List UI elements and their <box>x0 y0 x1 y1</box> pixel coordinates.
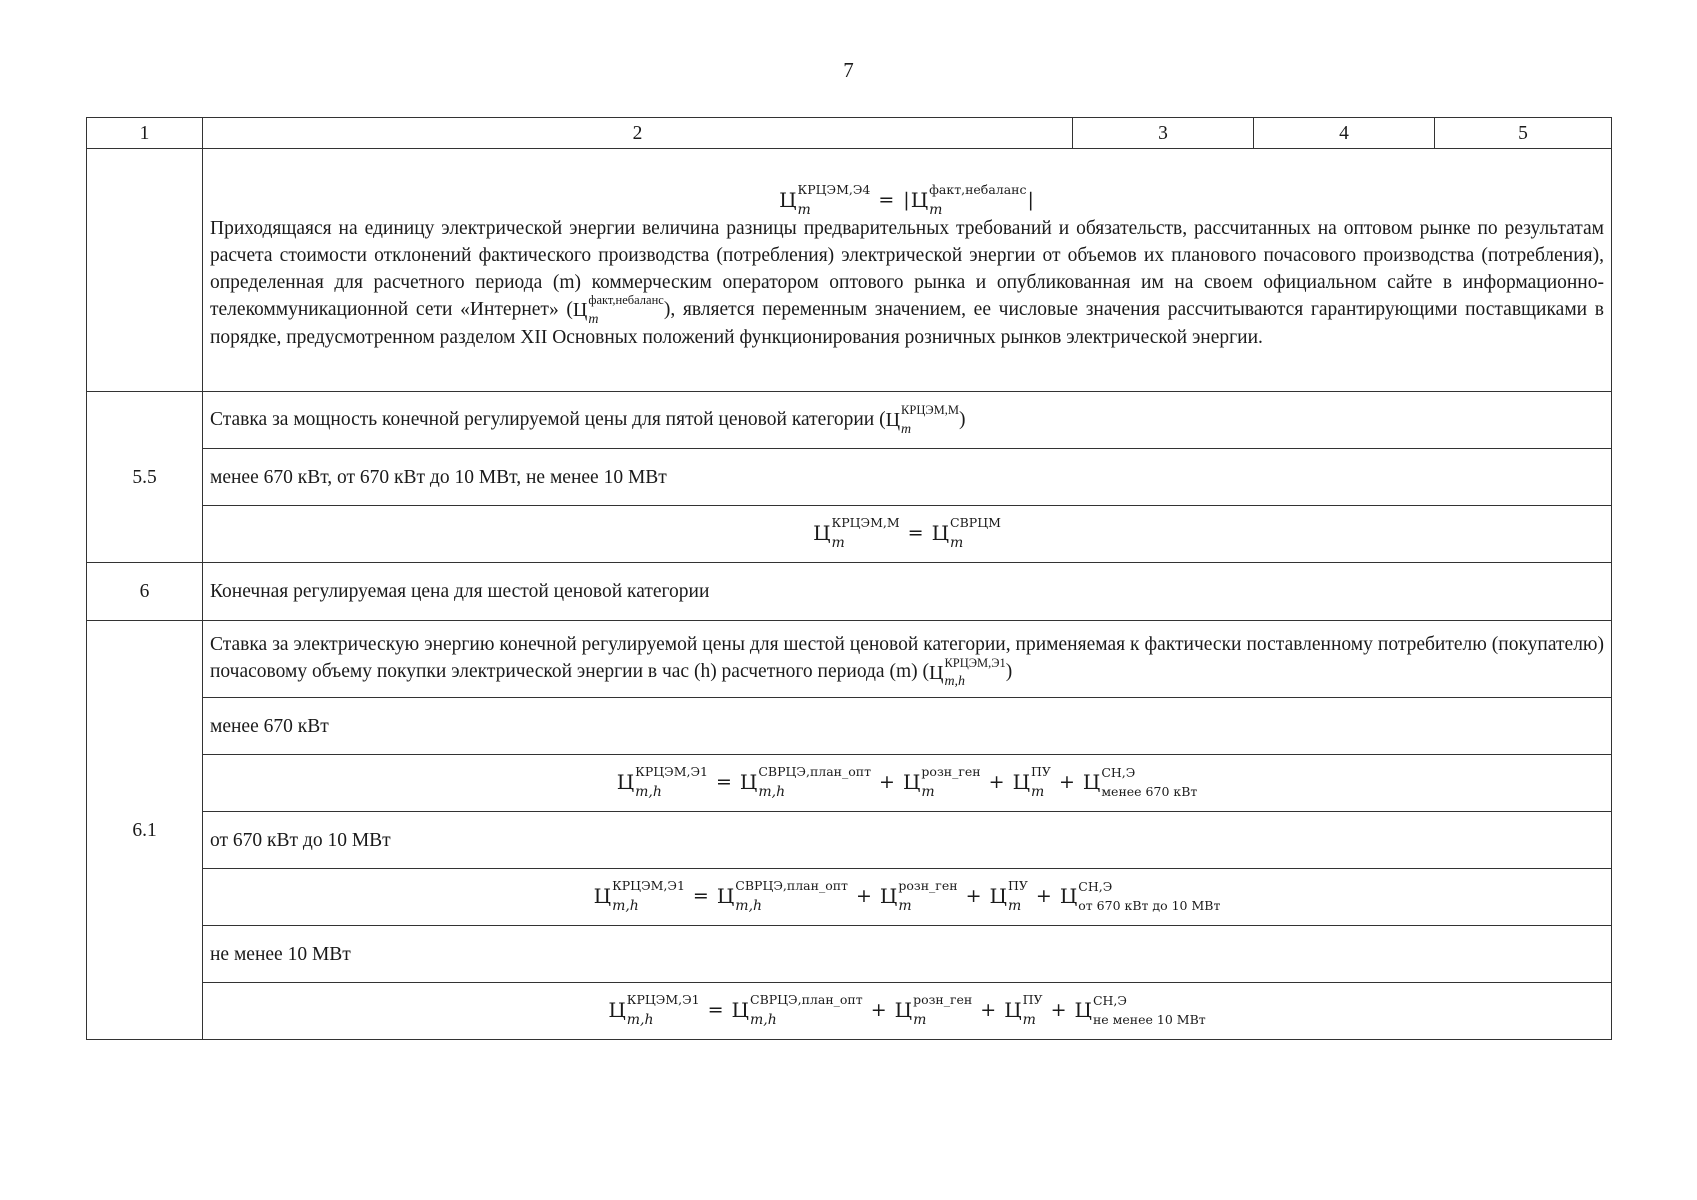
row-number-6-1: 6.1 <box>87 621 203 1040</box>
table-row-6-1 <box>87 621 1612 698</box>
row-number-cell <box>87 149 203 392</box>
tariff-table <box>86 117 1612 1040</box>
table-row-6-1-a-formula <box>87 755 1612 812</box>
table-row-6-1-b-label <box>87 812 1612 869</box>
symbol-svrcm: Ц СВРЦМ m <box>931 515 1001 551</box>
formula-e1-over-10: Ц КРЦЭМ,Э1 m,h = Ц СВРЦЭ,план_опт m,h + Ц розн_ген m + Ц ПУ m + Ц СН,Э не менее 10 МВт <box>203 983 1612 1040</box>
imbalance-cell <box>203 149 1612 392</box>
energy-rate-title-cell: Ставка за электрическую энергию конечной регулируемой цены для шестой ценовой категории, применяемая к фактически поставленному потребителю (покупателю) почасовому объему покупки электрической энергии в час (h) расчетного периода (m) ( Ц КРЦЭМ,Э1 m,h ) <box>203 621 1612 698</box>
table-row-5-5 <box>87 392 1612 449</box>
symbol-fact-imbalance: Ц факт,небаланс m <box>910 182 1027 218</box>
symbol-fact-imbalance-inline: Ц факт,небаланс m <box>572 293 664 327</box>
table-row-6-1-c-label <box>87 926 1612 983</box>
table-row-6-1-a-label <box>87 698 1612 755</box>
symbol-krcem-e4: Ц КРЦЭМ,Э4 m <box>779 182 871 218</box>
table-row-5-5-ranges <box>87 449 1612 506</box>
column-number-1: 1 <box>87 118 203 149</box>
capacity-rate-title-cell: Ставка за мощность конечной регулируемой цены для пятой ценовой категории ( Ц КРЦЭМ,М m ) <box>203 392 1612 449</box>
column-number-4: 4 <box>1254 118 1435 149</box>
page-number: 7 <box>843 58 854 82</box>
range-label-over-10: не менее 10 МВт <box>203 926 1612 983</box>
formula-e1-670-to-10: Ц КРЦЭМ,Э1 m,h = Ц СВРЦЭ,план_опт m,h + Ц розн_ген m + Ц ПУ m + Ц СН,Э от 670 кВт до 10 МВт <box>203 869 1612 926</box>
formula-e4: Ц КРЦЭМ,Э4 m = | Ц факт,небаланс m | <box>779 182 1034 218</box>
formula-e1-under-670: Ц КРЦЭМ,Э1 m,h = Ц СВРЦЭ,план_опт m,h + Ц розн_ген m + Ц ПУ m + Ц СН,Э менее 670 кВт <box>203 755 1612 812</box>
column-number-2: 2 <box>203 118 1073 149</box>
column-number-3: 3 <box>1073 118 1254 149</box>
sixth-category-title-cell: Конечная регулируемая цена для шестой ценовой категории <box>203 563 1612 621</box>
symbol-krcem-e1-inline: Ц КРЦЭМ,Э1 m,h <box>928 655 1006 690</box>
table-row-6 <box>87 563 1612 621</box>
table-row-6-1-b-formula <box>87 869 1612 926</box>
imbalance-paragraph: Приходящаяся на единицу электрической энергии величина разницы предварительных требований и обязательств, рассчитанных на оптовом рынке по результатам расчета стоимости отклонений фактического производства (потребления) электрической энергии от объемов их планового почасового производства (потребления), определенная для расчетного периода (m) коммерческим оператором оптового рынка и опубликованная им на своем официальном сайте в информационно-телекоммуникационной сети «Интернет» ( Ц факт,небаланс m ), является переменным значением, ее числовые значения рассчитываются гарантирующими поставщиками в порядке, предусмотренном разделом XII Основных положений функционирования розничных рынков электрической энергии. <box>210 217 1604 349</box>
range-label-670-to-10: от 670 кВт до 10 МВт <box>203 812 1612 869</box>
symbol-krcem-m-inline: Ц КРЦЭМ,М m <box>885 403 959 437</box>
symbol-krcem-m: Ц КРЦЭМ,М m <box>813 515 900 551</box>
row-number-6: 6 <box>87 563 203 621</box>
formula-krcem-m: Ц КРЦЭМ,М m = Ц СВРЦМ m <box>203 506 1612 563</box>
row-number-5-5: 5.5 <box>87 392 203 563</box>
range-label-under-670: менее 670 кВт <box>203 698 1612 755</box>
column-number-5: 5 <box>1435 118 1612 149</box>
table-row-imbalance <box>87 149 1612 392</box>
table-row-6-1-c-formula <box>87 983 1612 1040</box>
capacity-ranges-cell: менее 670 кВт, от 670 кВт до 10 МВт, не менее 10 МВт <box>203 449 1612 506</box>
column-number-row <box>87 118 1612 149</box>
table-row-5-5-formula <box>87 506 1612 563</box>
